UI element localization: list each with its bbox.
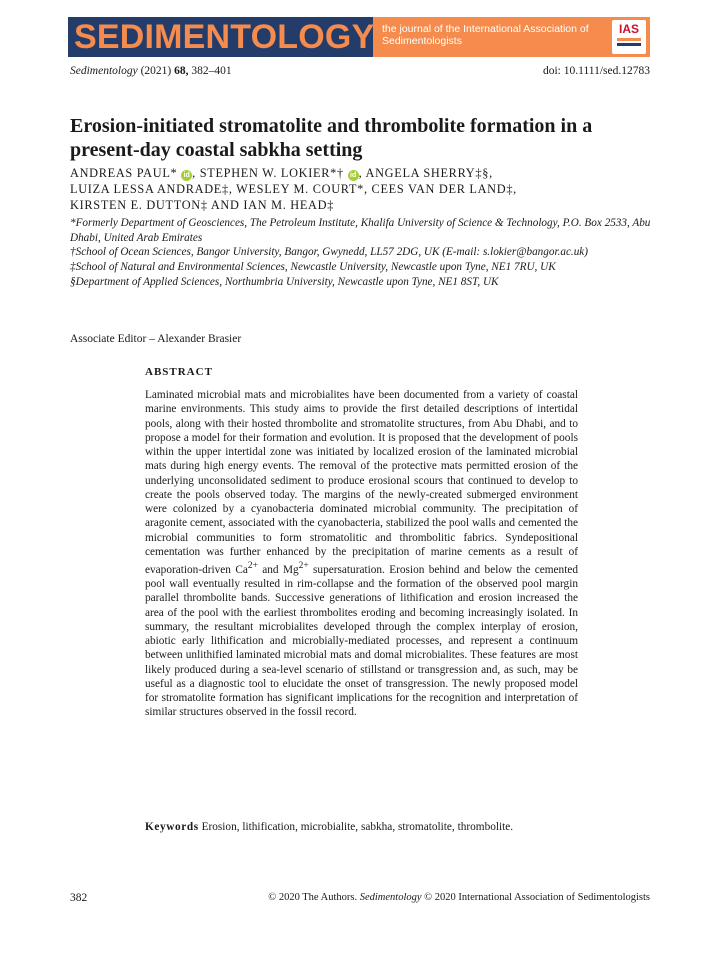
- author: LUIZA LESSA ANDRADE‡, WESLEY M. COURT*, CEES VAN DER LAND‡,: [70, 182, 517, 196]
- ias-logo-text: IAS: [618, 22, 639, 36]
- affiliation: §Department of Applied Sciences, Northumbria University, Newcastle upon Tyne, NE1 8ST, UK: [70, 275, 499, 288]
- author: , STEPHEN W. LOKIER*†: [192, 166, 344, 180]
- author: KIRSTEN E. DUTTON‡ AND IAN M. HEAD‡: [70, 198, 335, 212]
- abstract-text: and Mg: [257, 563, 299, 576]
- affiliation: ‡School of Natural and Environmental Sciences, Newcastle University, Newcastle upon Tyne, NE1 7RU, UK: [70, 261, 556, 274]
- copyright-post: © 2020 International Association of Sedimentologists: [424, 892, 650, 903]
- article-title: Erosion-initiated stromatolite and thrombolite formation in a present-day coastal sabkha setting: [70, 115, 593, 161]
- affiliation: *Formerly Department of Geosciences, The Petroleum Institute, Khalifa University of Science & Technology, P.O. Box 2533, Abu Dhabi, United Arab Emirates: [70, 217, 651, 244]
- copyright-pre: © 2020 The Authors.: [268, 892, 358, 903]
- orcid-icon[interactable]: id: [348, 170, 359, 181]
- author: ANDREAS PAUL*: [70, 166, 178, 180]
- author-list: [70, 165, 650, 213]
- banner-navy-panel: [68, 17, 373, 57]
- abstract-body: [145, 388, 578, 720]
- runhead-volume: 68,: [174, 65, 189, 77]
- superscript: 2+: [298, 561, 309, 571]
- journal-banner: [68, 17, 650, 57]
- running-head: [70, 65, 650, 77]
- keywords: [145, 820, 578, 834]
- runhead-year: (2021): [140, 65, 172, 77]
- affiliations: [70, 216, 655, 290]
- journal-name: SEDIMENTOLOGY: [74, 18, 375, 56]
- abstract-text: Laminated microbial mats and microbialites have been documented from a variety of coastal marine environments. This study aims to provide the first detailed descriptions of intertidal pools, along with their hosted thrombolite and stromatolite structures, from Abu Dhabi, and to propose a model for their formation and evolution. It is proposed that the development of pools within the upper intertidal zone was initiated by localized erosion of the laminated microbial mats during high energy events. The removal of the protective mats permitted erosion of the underlying unconsolidated sediment to produce erosional scours that continued to develop to create the pools observed today. The margins of the newly-created submerged environment were colonized by a cyanobacteria dominated microbial community. The precipitation of aragonite cement, associated with the cyanobacteria, stabilized the pool walls and cemented the microbial communities to form stromatolitic and thrombolitic fabrics. Syndepositional cementation was further enhanced by the precipitation of marine cements as a result of evaporation-driven Ca: [145, 389, 578, 576]
- runhead-pages: 382–401: [191, 65, 232, 77]
- ias-logo: [612, 20, 646, 54]
- copyright-journal: Sedimentology: [359, 892, 422, 903]
- keywords-label: Keywords: [145, 821, 199, 833]
- runhead-journal: Sedimentology: [70, 65, 138, 77]
- orcid-icon[interactable]: id: [181, 170, 192, 181]
- page-number: 382: [70, 892, 88, 904]
- keywords-list: Erosion, lithification, microbialite, sabkha, stromatolite, thrombolite.: [201, 821, 514, 833]
- author: , ANGELA SHERRY‡§,: [358, 166, 493, 180]
- affiliation: †School of Ocean Sciences, Bangor University, Bangor, Gwynedd, LL57 2DG, UK (E-mail: s.lokier@bangor.ac.uk): [70, 246, 589, 259]
- superscript: 2+: [247, 561, 258, 571]
- banner-subtitle: the journal of the International Association of Sedimentologists: [382, 23, 589, 47]
- abstract-heading: ABSTRACT: [145, 366, 213, 378]
- logo-stripe-icon: [617, 38, 641, 41]
- copyright-notice: [268, 892, 650, 903]
- logo-stripe-icon: [617, 43, 641, 46]
- associate-editor: Associate Editor – Alexander Brasier: [70, 333, 242, 345]
- runhead-doi[interactable]: doi: 10.1111/sed.12783: [542, 65, 650, 77]
- abstract-text: supersaturation. Erosion behind and below the cemented pool wall eventually resulted in rim-collapse and the formation of the observed pool margin parallel thrombolite bands. Successive generations of lithification and erosion increased the area of the pool with the earliest thrombolites eroding and becoming increasingly isolated. In summary, the resultant microbialites developed through the complex interplay of erosion, abiotic early lithification and microbially-mediated processes, and represent a continuum between unlithified laminated microbial mats and domal microbialites. These features are most likely produced during a sea-level scenario of stillstand or transgression and, as such, may be useful as a diagnostic tool to elucidate the onset of transgression. The newly proposed model for stromatolite formation has significant implications for the recognition and interpretation of similar structures observed in the fossil record.: [145, 563, 578, 719]
